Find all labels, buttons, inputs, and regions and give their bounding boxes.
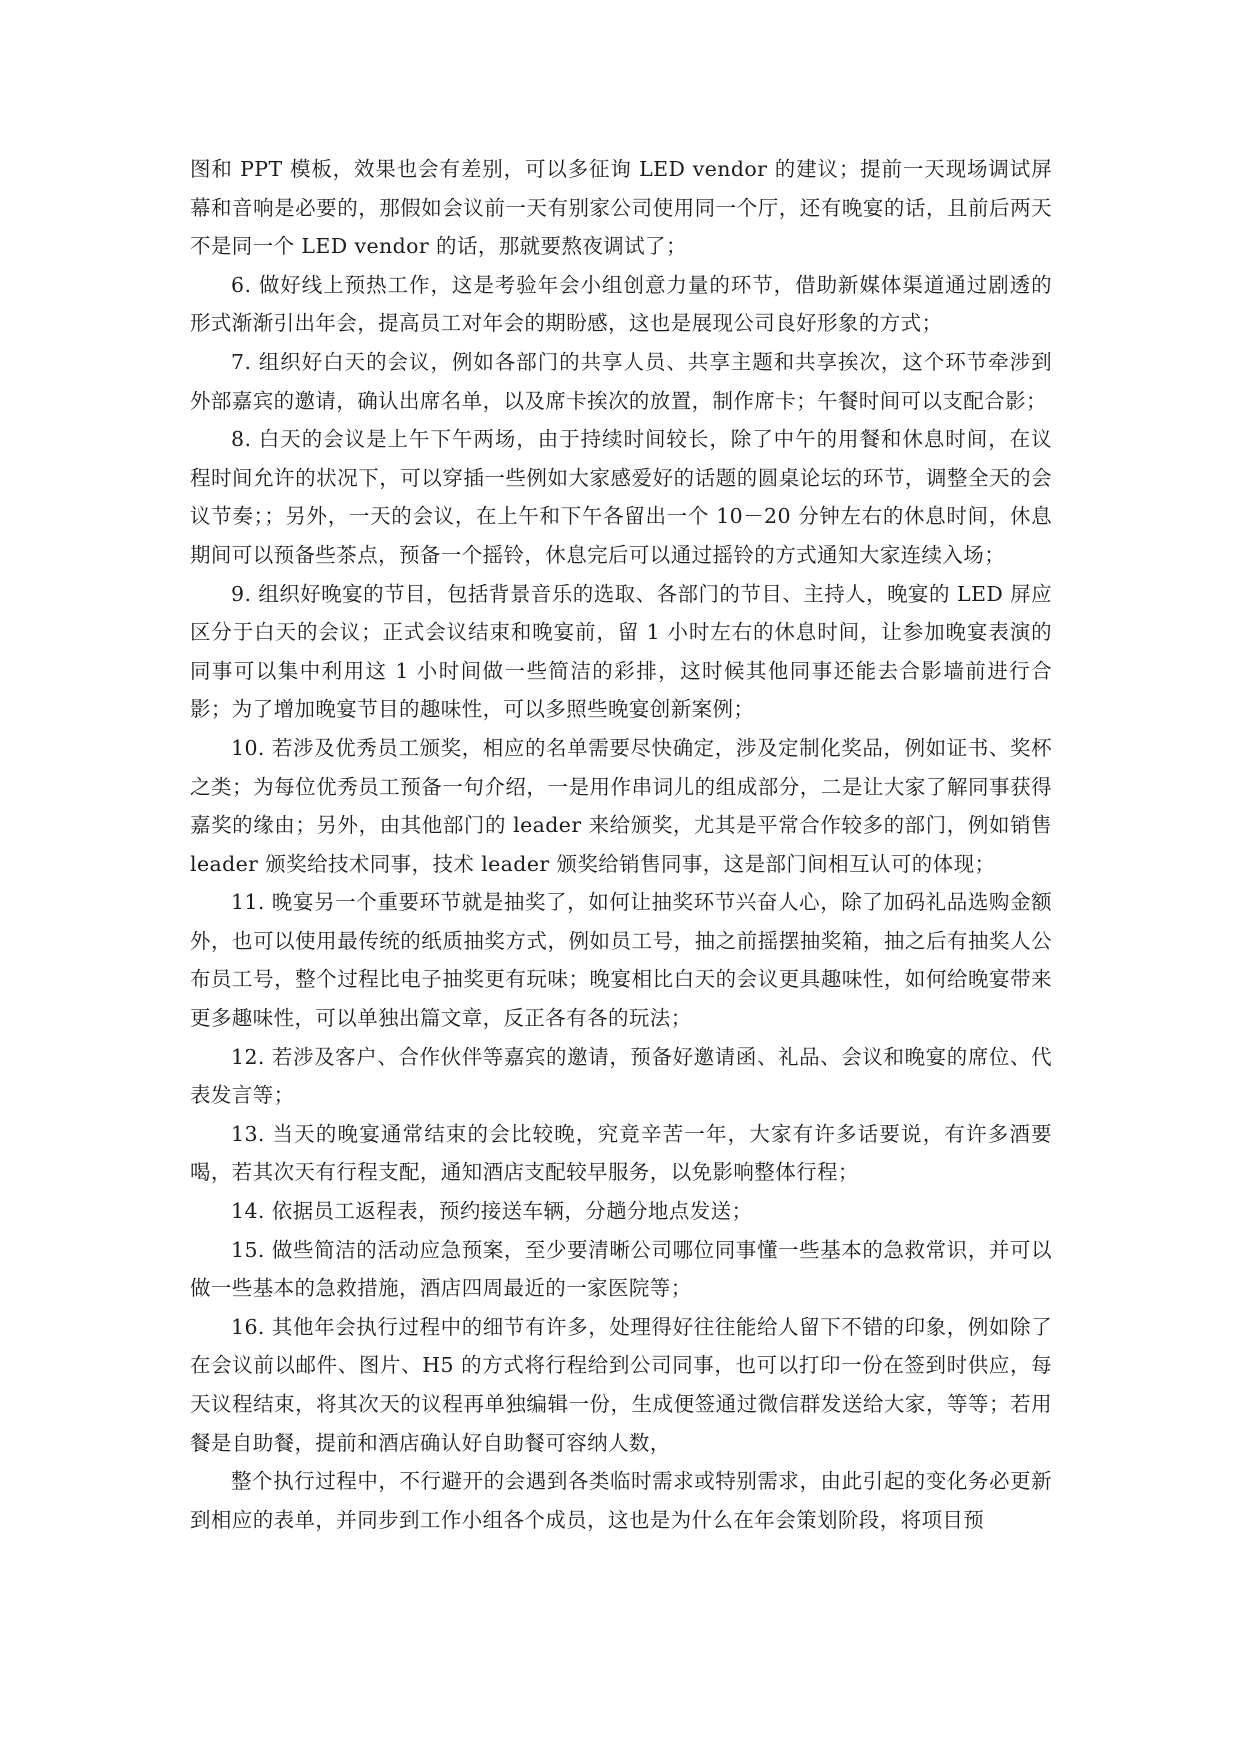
paragraph-item-11: 11. 晚宴另一个重要环节就是抽奖了，如何让抽奖环节兴奋人心，除了加码礼品选购金额外，也可以使用最传统的纸质抽奖方式，例如员工号，抽之前摇摆抽奖箱，抽之后有抽奖人公布员工号，整个过程比电子抽奖更有玩味；晚宴相比白天的会议更具趣味性，如何给晚宴带来更多趣味性，可以单独出篇文章，反正各有各的玩法； [190,890,1053,1031]
paragraph-item-8: 8. 白天的会议是上午下午两场，由于持续时间较长，除了中午的用餐和休息时间，在议程时间允许的状况下，可以穿插一些例如大家感爱好的话题的圆桌论坛的环节，调整全天的会议节奏；；另外，一天的会议，在上午和下午各留出一个 10－20 分钟左右的休息时间，休息期间可以预备些茶点，预备一个摇铃，休息完后可以通过摇铃的方式通知大家连续入场； [190,427,1052,567]
paragraph-item-16: 16. 其他年会执行过程中的细节有许多，处理得好往往能给人留下不错的印象，例如除了在会议前以邮件、图片、H5 的方式将行程给到公司同事，也可以打印一份在签到时供应，每天议程结束，将其次天的议程再单独编辑一份，生成便签通过微信群发送给大家，等等；若用餐是自助餐，提前和酒店确认好自助餐可容纳人数， [190,1314,1053,1455]
paragraph-item-7: 7. 组织好白天的会议，例如各部门的共享人员、共享主题和共享挨次，这个环节牵涉到外部嘉宾的邀请，确认出席名单，以及席卡挨次的放置，制作席卡；午餐时间可以支配合影； [190,349,1052,413]
paragraph-closing: 整个执行过程中，不行避开的会遇到各类临时需求或特别需求，由此引起的变化务必更新到相应的表单，并同步到工作小组各个成员，这也是为什么在年会策划阶段，将项目预 [190,1469,1052,1532]
paragraph-item-14: 14. 依据员工返程表，预约接送车辆，分趟分地点发送； [231,1199,753,1224]
document-body [190,150,1052,1539]
paragraph-item-9: 9. 组织好晚宴的节目，包括背景音乐的选取、各部门的节目、主持人，晚宴的 LED 屏应区分于白天的会议；正式会议结束和晚宴前，留 1 小时左右的休息时间，让参加晚宴表演的同事可以集中利用这 1 小时间做一些简洁的彩排，这时候其他同事还能去合影墙前进行合影；为了增加晚宴节目的趣味性，可以多照些晚宴创新案例； [190,581,1052,722]
paragraph-item-13: 13. 当天的晚宴通常结束的会比较晚，究竟辛苦一年，大家有许多话要说，有许多酒要喝，若其次天有行程支配，通知酒店支配较早服务，以免影响整体行程； [190,1121,1052,1185]
paragraph-item-15: 15. 做些简洁的活动应急预案，至少要清晰公司哪位同事懂一些基本的急救常识，并可以做一些基本的急救措施，酒店四周最近的一家医院等； [190,1237,1053,1301]
paragraph-item-6: 6. 做好线上预热工作，这是考验年会小组创意力量的环节，借助新媒体渠道通过剧透的形式渐渐引出年会，提高员工对年会的期盼感，这也是展现公司良好形象的方式； [190,272,1052,336]
paragraph-item-10: 10. 若涉及优秀员工颁奖，相应的名单需要尽快确定，涉及定制化奖品，例如证书、奖杯之类；为每位优秀员工预备一句介绍，一是用作串词儿的组成部分，二是让大家了解同事获得嘉奖的缘由；另外，由其他部门的 leader 来给颁奖，尤其是平常合作较多的部门，例如销售 leader 颁奖给技术同事，技术 leader 颁奖给销售同事，这是部门间相互认可的体现； [190,735,1053,876]
paragraph-continuation: 图和 PPT 模板，效果也会有差别，可以多征询 LED vendor 的建议；提前一天现场调试屏幕和音响是必要的，那假如会议前一天有别家公司使用同一个厅，还有晚宴的话，且前后两天不是同一个 LED vendor 的话，那就要熬夜调试了； [190,157,1052,259]
paragraph-item-12: 12. 若涉及客户、合作伙伴等嘉宾的邀请，预备好邀请函、礼品、会议和晚宴的席位、代表发言等； [190,1044,1053,1108]
